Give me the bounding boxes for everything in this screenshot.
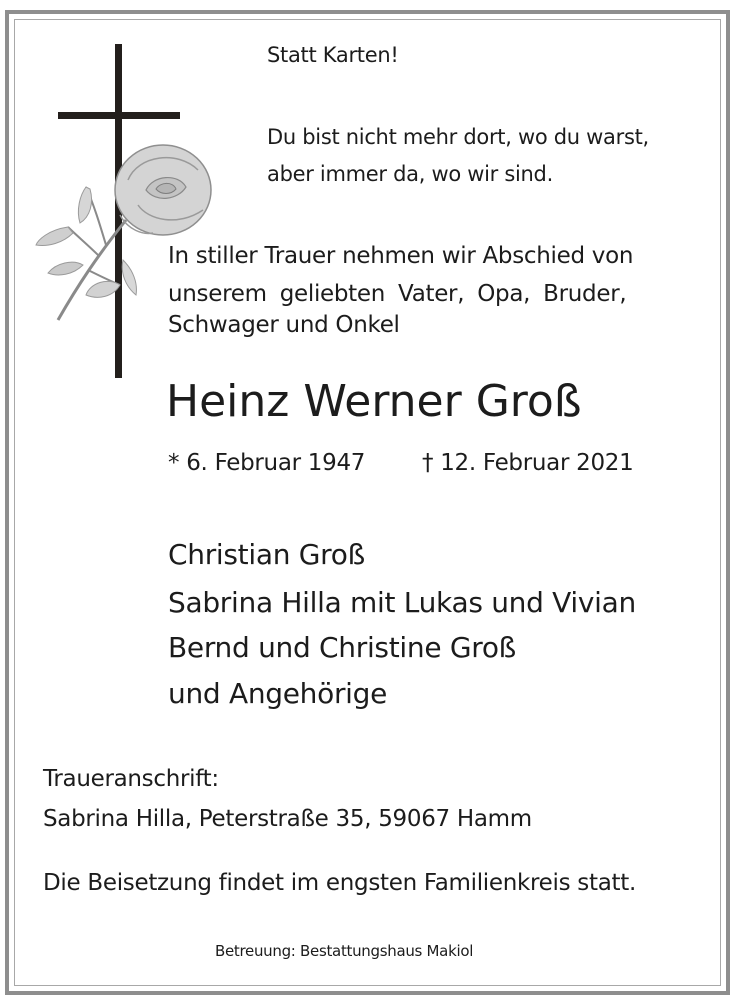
statt-karten-heading: Statt Karten! bbox=[267, 43, 399, 67]
birth-date: * 6. Februar 1947 bbox=[168, 450, 366, 476]
mourner-line: und Angehörige bbox=[168, 677, 388, 710]
address-value: Sabrina Hilla, Peterstraße 35, 59067 Hamm bbox=[43, 806, 532, 832]
intro-line-2: unserem geliebten Vater, Opa, Bruder, bbox=[168, 281, 627, 307]
address-label: Traueranschrift: bbox=[43, 766, 219, 792]
deceased-name: Heinz Werner Groß bbox=[166, 376, 582, 427]
intro-line-1: In stiller Trauer nehmen wir Abschied von bbox=[168, 243, 634, 269]
mourner-line: Christian Groß bbox=[168, 538, 365, 571]
footer-credit: Betreuung: Bestattungshaus Makiol bbox=[215, 942, 474, 960]
poem-line-1: Du bist nicht mehr dort, wo du warst, bbox=[267, 125, 649, 149]
poem-line-2: aber immer da, wo wir sind. bbox=[267, 162, 553, 186]
death-date: † 12. Februar 2021 bbox=[422, 450, 634, 476]
intro-line-3: Schwager und Onkel bbox=[168, 312, 400, 338]
mourner-line: Bernd und Christine Groß bbox=[168, 631, 517, 664]
funeral-note: Die Beisetzung findet im engsten Familienkreis statt. bbox=[43, 870, 636, 896]
mourner-line: Sabrina Hilla mit Lukas und Vivian bbox=[168, 586, 636, 619]
